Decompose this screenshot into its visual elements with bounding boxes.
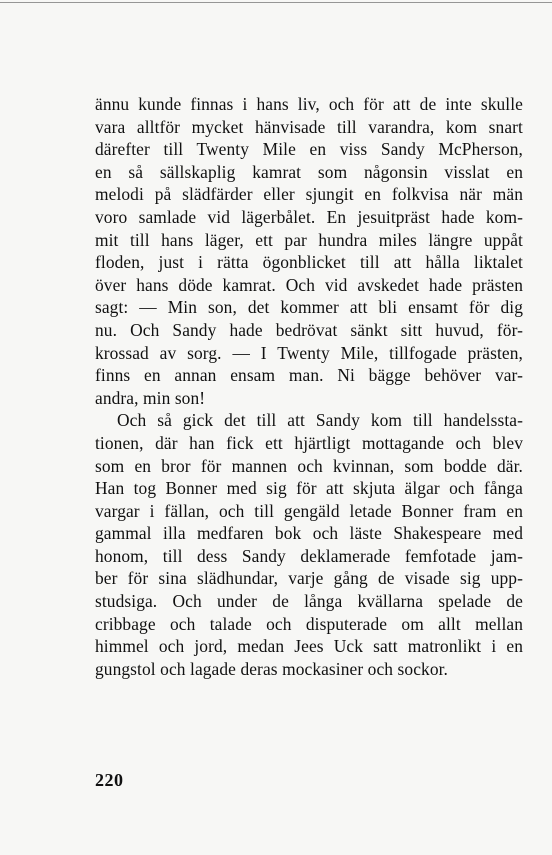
body-text [95, 93, 523, 680]
text-line: Han tog Bonner med sig för att skjuta älgar och fånga [95, 478, 523, 499]
text-line: voro samlade vid lägerbålet. En jesuitpräst hade kom- [95, 206, 523, 227]
text-line: en så sällskaplig kamrat som någonsin visslat en [95, 161, 523, 182]
text-line: himmel och jord, medan Jees Uck satt matronlikt i en [95, 636, 523, 657]
text-line: gammal illa medfaren bok och läste Shakespeare med [95, 523, 523, 544]
text-line: sagt: — Min son, det kommer att bli ensamt för dig [95, 297, 523, 318]
text-line: Och så gick det till att Sandy kom till handelssta- [117, 410, 523, 431]
text-line: tionen, där han fick ett hjärtligt mottagande och blev [95, 432, 523, 453]
text-line: andra, min son! [95, 387, 206, 408]
text-line: över hans döde kamrat. Och vid avskedet hade prästen [95, 274, 523, 295]
paragraph [95, 93, 523, 409]
paragraph [95, 409, 523, 680]
text-line: melodi på slädfärder eller sjungit en folkvisa när män [95, 184, 523, 205]
text-line: nu. Och Sandy hade bedrövat sänkt sitt huvud, för- [95, 319, 523, 340]
text-line: finns en annan ensam man. Ni bägge behöver var- [95, 365, 523, 386]
text-line: därefter till Twenty Mile en viss Sandy McPherson, [95, 139, 523, 160]
text-line: ber för sina slädhundar, varje gång de visade sig upp- [95, 568, 523, 589]
text-line: vargar i fällan, och till gengäld letade Bonner fram en [95, 500, 523, 521]
text-line: mit till hans läger, ett par hundra miles längre uppåt [95, 229, 523, 250]
text-line: cribbage och talade och disputerade om allt mellan [95, 613, 523, 634]
text-line: studsiga. Och under de långa kvällarna spelade de [95, 591, 523, 612]
text-line: honom, till dess Sandy deklamerade femfotade jam- [95, 545, 523, 566]
top-rule [0, 2, 552, 3]
text-line: ännu kunde finnas i hans liv, och för att de inte skulle [95, 94, 523, 114]
text-line: floden, just i rätta ögonblicket till att hålla liktalet [95, 252, 523, 273]
text-line: som en bror för mannen och kvinnan, som bodde där. [95, 455, 523, 476]
text-line: gungstol och lagade deras mockasiner och sockor. [95, 658, 448, 679]
text-line: krossad av sorg. — I Twenty Mile, tillfogade prästen, [95, 342, 523, 363]
page-number: 220 [95, 770, 124, 790]
text-line: vara alltför mycket hänvisade till varandra, kom snart [95, 116, 523, 137]
